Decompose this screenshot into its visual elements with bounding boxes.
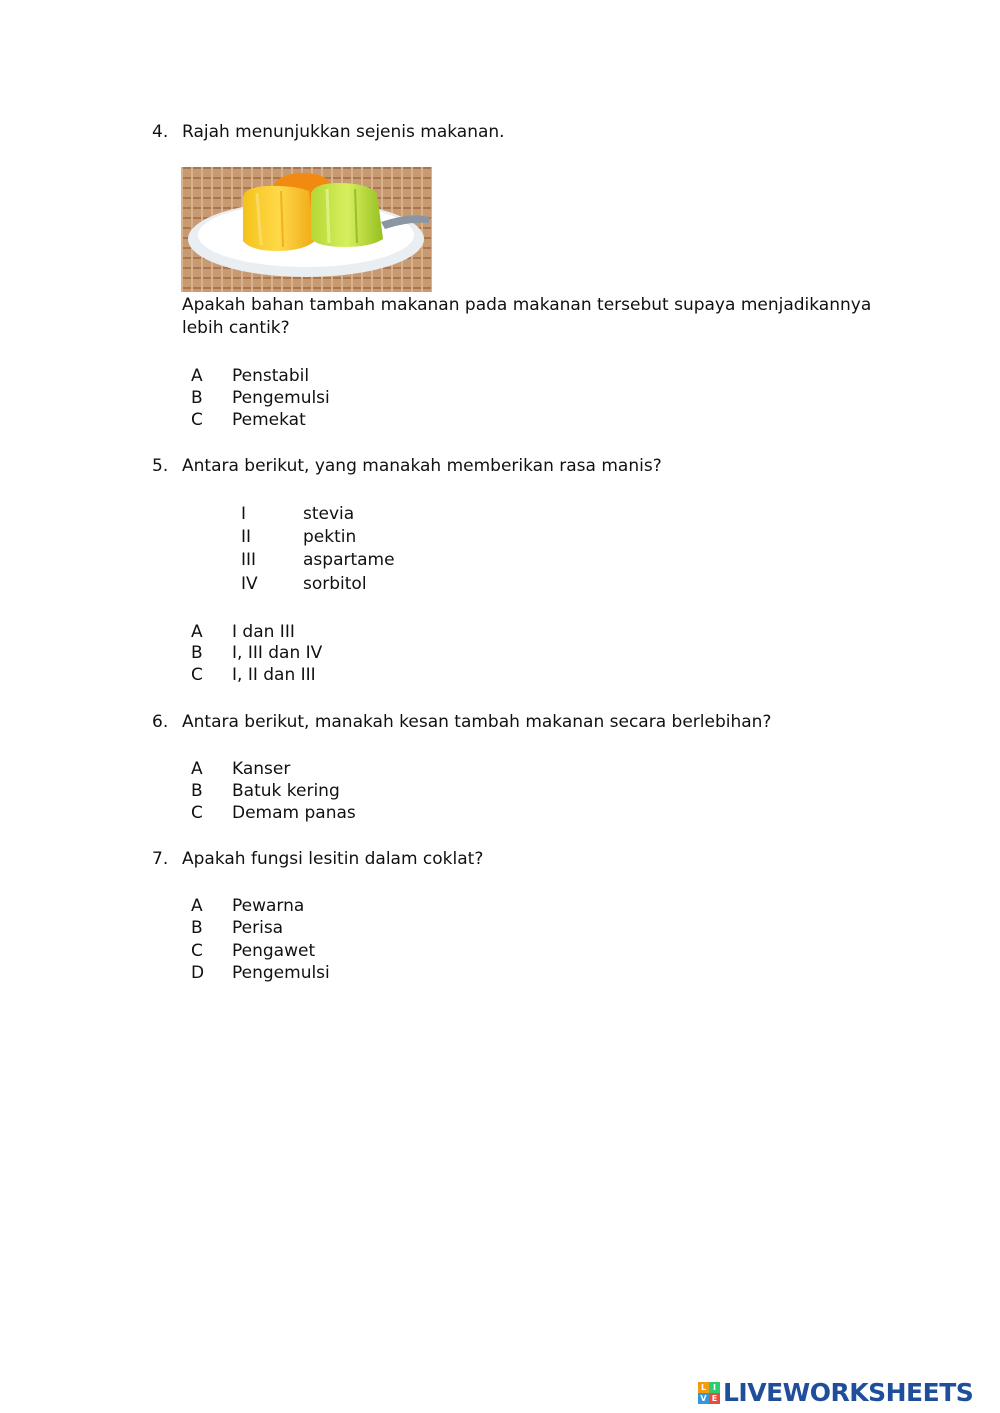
question-7-option-b[interactable]: Perisa: [232, 918, 284, 938]
question-5-number: 5.: [152, 456, 169, 476]
question-7-option-d-letter: D: [191, 963, 205, 983]
question-4-prompt: Rajah menunjukkan sejenis makanan.: [182, 122, 505, 142]
question-6-prompt: Antara berikut, manakah kesan tambah makanan secara berlebihan?: [182, 712, 772, 732]
question-5-option-b[interactable]: I, III dan IV: [232, 643, 323, 663]
question-6-option-b[interactable]: Batuk kering: [232, 781, 340, 801]
statement-iii-numeral: III: [241, 550, 257, 570]
question-5-option-a-letter: A: [191, 622, 203, 642]
question-4-option-c[interactable]: Pemekat: [232, 410, 306, 430]
question-4-followup-line1: Apakah bahan tambah makanan pada makanan tersebut supaya menjadikannya: [182, 295, 872, 315]
question-6-option-c[interactable]: Demam panas: [232, 803, 356, 823]
badge-letter-l: L: [698, 1382, 709, 1393]
question-4-option-a[interactable]: Penstabil: [232, 366, 310, 386]
question-5-option-c[interactable]: I, II dan III: [232, 665, 316, 685]
badge-letter-v: V: [698, 1393, 709, 1404]
logo-text: LIVEWORKSHEETS: [723, 1378, 974, 1407]
statement-iii-text: aspartame: [303, 550, 395, 570]
statement-iv-text: sorbitol: [303, 574, 367, 594]
statement-ii-numeral: II: [241, 527, 252, 547]
question-4-number: 4.: [152, 122, 169, 142]
question-6-number: 6.: [152, 712, 169, 732]
question-7-prompt: Apakah fungsi lesitin dalam coklat?: [182, 849, 484, 869]
badge-letter-i: I: [709, 1382, 720, 1393]
live-badge-icon: [698, 1382, 720, 1404]
question-5-option-c-letter: C: [191, 665, 203, 685]
question-7-option-d[interactable]: Pengemulsi: [232, 963, 330, 983]
question-6-option-c-letter: C: [191, 803, 203, 823]
question-4-option-a-letter: A: [191, 366, 203, 386]
statement-iv-numeral: IV: [241, 574, 258, 594]
statement-i-numeral: I: [241, 504, 247, 524]
statement-i-text: stevia: [303, 504, 355, 524]
statement-ii-text: pektin: [303, 527, 357, 547]
question-6-option-b-letter: B: [191, 781, 203, 801]
question-6-option-a[interactable]: Kanser: [232, 759, 291, 779]
jelly-dessert-image: [181, 167, 432, 292]
question-4-option-c-letter: C: [191, 410, 203, 430]
question-7-option-b-letter: B: [191, 918, 203, 938]
question-7-option-c[interactable]: Pengawet: [232, 941, 316, 961]
question-7-option-a-letter: A: [191, 896, 203, 916]
question-4-option-b-letter: B: [191, 388, 203, 408]
question-4-option-b[interactable]: Pengemulsi: [232, 388, 330, 408]
liveworksheets-logo[interactable]: [698, 1380, 973, 1406]
question-5-prompt: Antara berikut, yang manakah memberikan rasa manis?: [182, 456, 662, 476]
question-5-option-a[interactable]: I dan III: [232, 622, 295, 642]
question-7-option-c-letter: C: [191, 941, 203, 961]
badge-letter-e: E: [709, 1393, 720, 1404]
question-4-followup-line2: lebih cantik?: [182, 318, 290, 338]
question-7-number: 7.: [152, 849, 169, 869]
question-6-option-a-letter: A: [191, 759, 203, 779]
question-7-option-a[interactable]: Pewarna: [232, 896, 305, 916]
question-5-option-b-letter: B: [191, 643, 203, 663]
